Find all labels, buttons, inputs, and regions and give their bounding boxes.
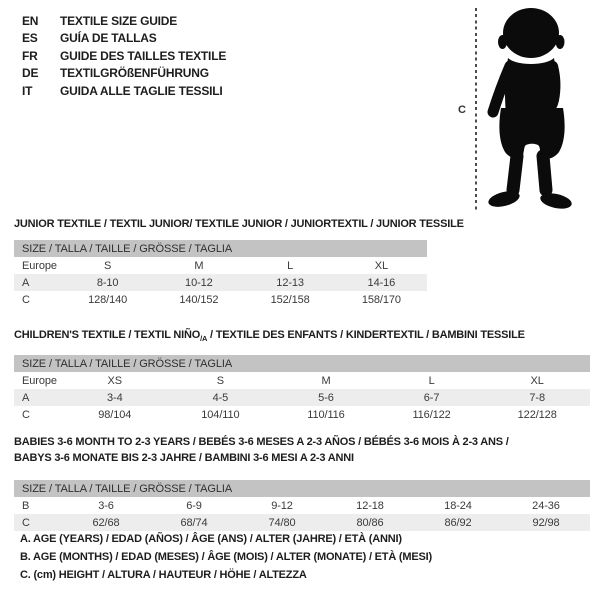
row-label: A — [22, 276, 30, 289]
size-cell: L — [287, 259, 294, 272]
size-cell: 4-5 — [212, 391, 229, 404]
size-cell: 10-12 — [185, 276, 213, 289]
language-row-de — [22, 65, 226, 83]
section-title-children: CHILDREN'S TEXTILE / TEXTIL $NIÑO_{/A}$ / TEXTILE DES ENFANTS / KINDERTEXTIL / BAMBINI TESSILE — [14, 329, 525, 344]
size-cell: 116/122 — [412, 408, 451, 421]
size-header-bar: SIZE / TALLA / TAILLE / GRÖSSE / TAGLIA — [14, 355, 590, 372]
legend-line-a: A. AGE (YEARS) / EDAD (AÑOS) / ÂGE (ANS) / ALTER (JAHRE) / ETÀ (ANNI) — [20, 533, 402, 545]
language-code: EN — [22, 13, 39, 28]
baby-silhouette — [486, 8, 578, 212]
size-cell: 9-12 — [271, 499, 293, 512]
baby-ear-right — [556, 35, 565, 49]
table-row-c — [14, 406, 590, 423]
size-table-children — [14, 355, 590, 423]
language-row-en — [22, 12, 226, 30]
section-babies — [14, 434, 590, 531]
size-cell: 8-10 — [96, 276, 119, 289]
size-cell: XS — [107, 374, 123, 387]
size-cell: 14-16 — [367, 276, 396, 289]
legend-line-b: B. AGE (MONTHS) / EDAD (MESES) / ÂGE (MOIS) / ALTER (MONATE) / ETÀ (MESI) — [20, 551, 432, 563]
language-row-es — [22, 30, 226, 48]
size-cell: 152/158 — [270, 293, 310, 306]
row-label: C — [22, 408, 30, 421]
size-tables-area — [14, 210, 590, 531]
size-cell: 7-8 — [529, 391, 545, 404]
size-cell: 92/98 — [532, 516, 560, 529]
size-header-row — [14, 240, 427, 257]
size-cell: 110/116 — [307, 408, 345, 421]
size-table-babies — [14, 480, 590, 531]
size-cell: 24-36 — [532, 499, 560, 512]
size-cell: XL — [530, 374, 544, 387]
size-cell: 5-6 — [318, 391, 334, 404]
size-cell: 18-24 — [444, 499, 472, 512]
table-row-b — [14, 497, 590, 514]
height-measure-label: C — [458, 104, 466, 116]
language-code: ES — [22, 31, 38, 46]
language-code: FR — [22, 48, 38, 63]
size-cell: M — [194, 259, 204, 272]
table-row-c — [14, 291, 427, 308]
size-cell: L — [428, 374, 435, 387]
row-label: A — [22, 391, 30, 404]
size-header-row — [14, 355, 590, 372]
language-row-fr — [22, 47, 226, 65]
size-header-row — [14, 480, 590, 497]
section-title-babies: BABIES 3-6 MONTH TO 2-3 YEARS / BEBÉS 3-6 MESES A 2-3 AÑOS / BÉBÉS 3-6 MOIS À 2-3 ANS / BABYS 3-6 MONATE BIS 2-3 JAHRE / BAMBINI 3-6 MESI A 2-3 ANNI — [14, 436, 509, 465]
height-dotted-line — [475, 8, 477, 211]
table-row-a — [14, 274, 427, 291]
language-row-it — [22, 82, 226, 100]
size-header-bar: SIZE / TALLA / TAILLE / GRÖSSE / TAGLIA — [14, 240, 427, 257]
language-title: GUÍA DE TALLAS — [60, 31, 157, 46]
size-cell: 158/170 — [361, 293, 401, 306]
size-table-junior — [14, 240, 427, 308]
size-cell: 86/92 — [444, 516, 472, 529]
table-row-a — [14, 389, 590, 406]
baby-leg-left — [513, 156, 517, 190]
size-cell: M — [321, 374, 331, 387]
language-title: GUIDE DES TAILLES TEXTILE — [60, 48, 227, 63]
language-title-block — [22, 12, 226, 100]
size-cell: 140/152 — [179, 293, 219, 306]
baby-leg-right — [543, 156, 546, 190]
size-cell: 128/140 — [88, 293, 128, 306]
row-label: Europe — [22, 374, 57, 387]
size-cell: 80/86 — [356, 516, 384, 529]
language-title: TEXTILE SIZE GUIDE — [60, 13, 178, 28]
legend-line-c: C. (cm) HEIGHT / ALTURA / HAUTEUR / HÖHE / ALTEZZA — [20, 569, 307, 581]
row-label: Europe — [22, 259, 57, 272]
size-cell: 3-4 — [106, 391, 123, 404]
language-code: DE — [22, 66, 39, 81]
size-cell: S — [216, 374, 225, 387]
size-header-bar: SIZE / TALLA / TAILLE / GRÖSSE / TAGLIA — [14, 480, 590, 497]
table-row-europe — [14, 372, 590, 389]
baby-shorts — [499, 108, 564, 159]
measure-legend — [20, 533, 432, 587]
table-row-c — [14, 514, 590, 531]
language-title: GUIDA ALLE TAGLIE TESSILI — [60, 83, 223, 98]
size-cell: 74/80 — [268, 516, 296, 529]
size-cell: 3-6 — [98, 499, 114, 512]
row-label: C — [22, 293, 30, 306]
size-cell: 68/74 — [180, 516, 208, 529]
size-cell: 12-13 — [276, 276, 304, 289]
size-cell: XL — [374, 259, 388, 272]
size-cell: 62/68 — [92, 516, 120, 529]
size-cell: 12-18 — [356, 499, 384, 512]
baby-head — [503, 8, 559, 58]
size-cell: 104/110 — [201, 408, 240, 421]
size-cell: 98/104 — [98, 408, 132, 421]
baby-ear-left — [498, 35, 507, 49]
section-junior — [14, 216, 590, 308]
size-cell: 6-9 — [186, 499, 202, 512]
language-title: TEXTILGRÖßENFÜHRUNG — [60, 66, 209, 81]
size-cell: 122/128 — [517, 408, 557, 421]
size-cell: 6-7 — [423, 391, 440, 404]
section-title-junior: JUNIOR TEXTILE / TEXTIL JUNIOR/ TEXTILE JUNIOR / JUNIORTEXTIL / JUNIOR TESSILE — [14, 218, 464, 230]
row-label: B — [22, 499, 30, 512]
row-label: C — [22, 516, 30, 529]
table-row-europe — [14, 257, 427, 274]
language-code: IT — [22, 83, 33, 98]
section-children — [14, 327, 590, 423]
size-cell: S — [104, 259, 112, 272]
